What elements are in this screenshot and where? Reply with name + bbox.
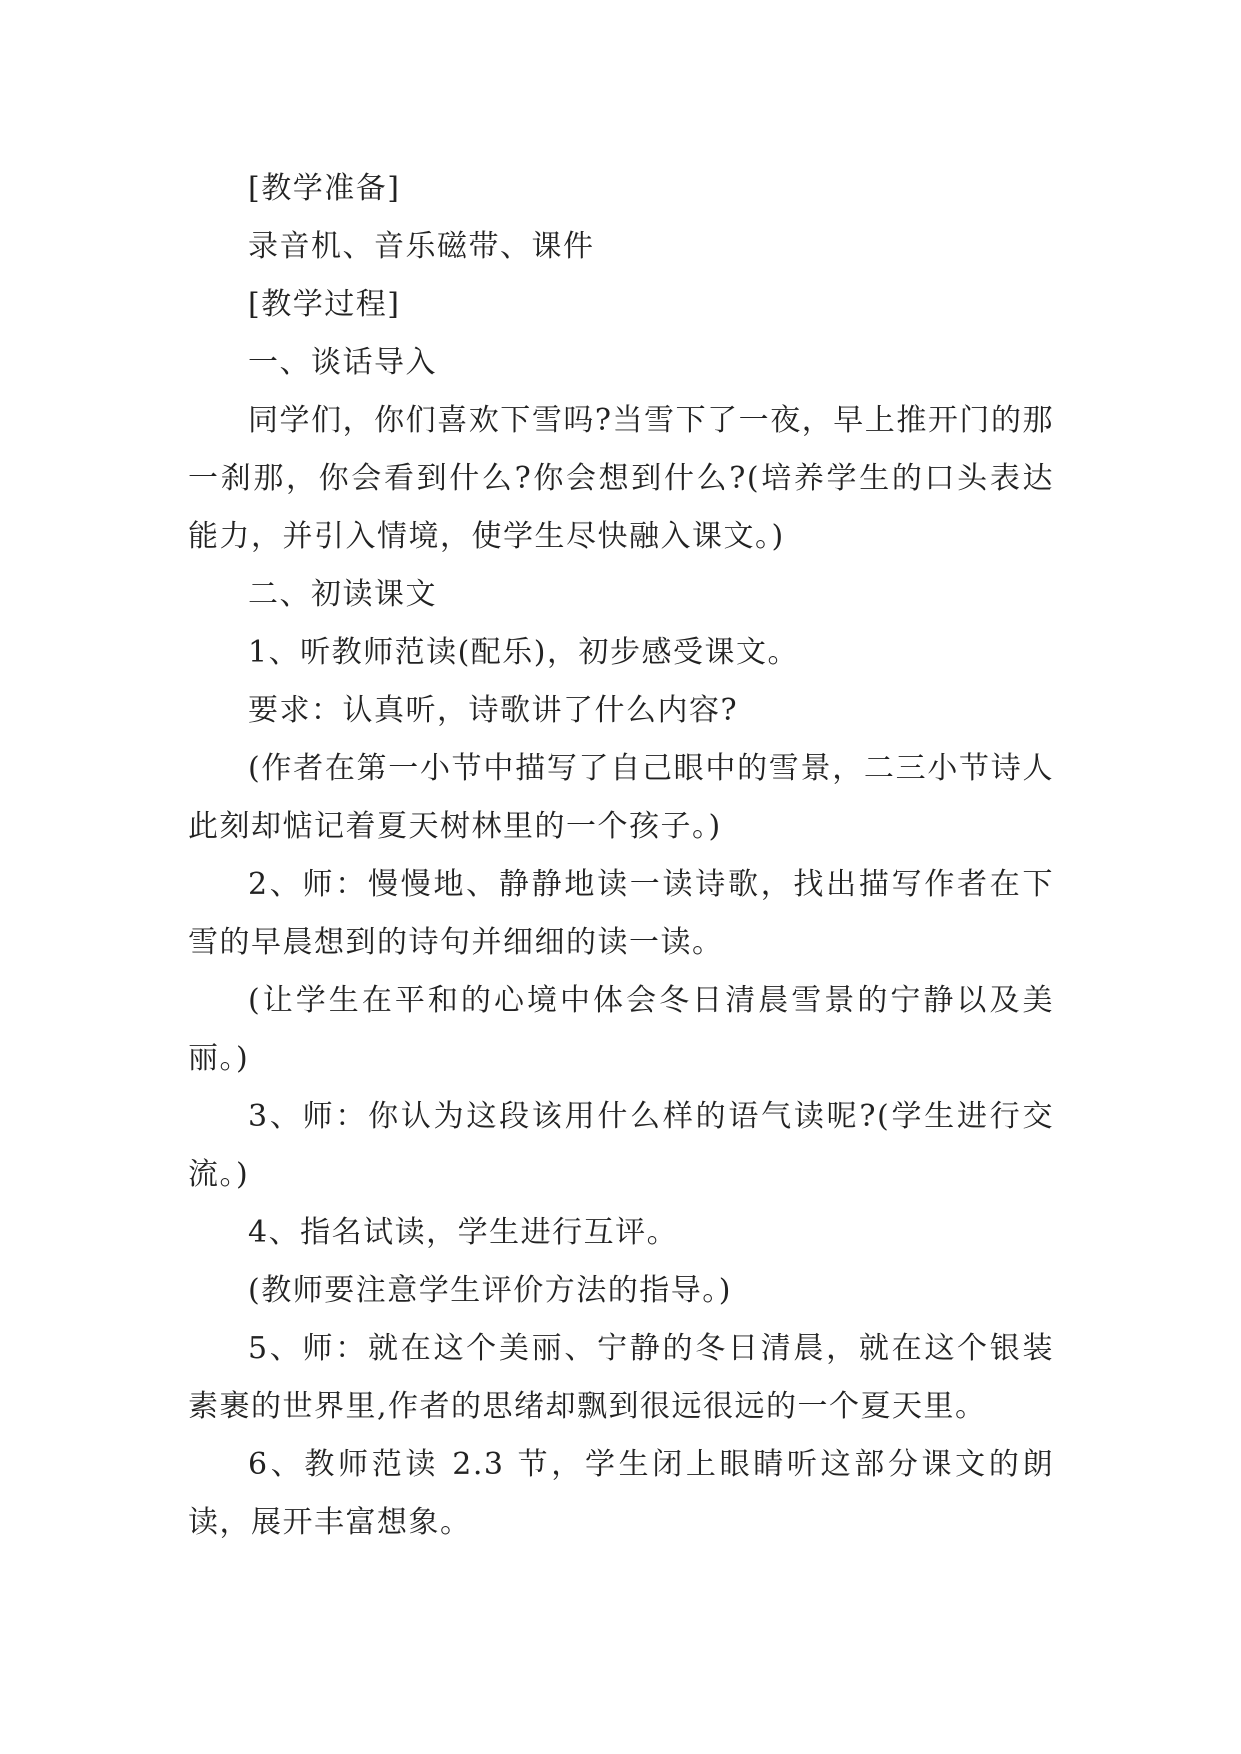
- paragraph-note-3: (教师要注意学生评价方法的指导。): [248, 1273, 732, 1308]
- paragraph-step-1: 1、听教师范读(配乐)，初步感受课文。: [248, 635, 799, 670]
- paragraph-materials: 录音机、音乐磁带、课件: [248, 229, 595, 264]
- paragraph-step-4: 4、指名试读，学生进行互评。: [248, 1215, 679, 1250]
- paragraph-note-1: (作者在第一小节中描写了自己眼中的雪景，二三小节诗人此刻却惦记着夏天树林里的一个孩子。): [188, 751, 1054, 844]
- heading-teaching-process: [教学过程]: [248, 287, 401, 322]
- document-body: [188, 160, 1054, 1552]
- paragraph-requirement: 要求：认真听，诗歌讲了什么内容?: [248, 693, 739, 728]
- paragraph-note-2: (让学生在平和的心境中体会冬日清晨雪景的宁静以及美丽。): [188, 983, 1054, 1076]
- paragraph-step-2: 2、师：慢慢地、静静地读一读诗歌，找出描写作者在下雪的早晨想到的诗句并细细的读一读。: [188, 867, 1054, 960]
- paragraph-step-3: 3、师：你认为这段该用什么样的语气读呢?(学生进行交流。): [188, 1099, 1054, 1192]
- paragraph-intro: 同学们，你们喜欢下雪吗?当雪下了一夜，早上推开门的那一刹那，你会看到什么?你会想到什么?(培养学生的口头表达能力，并引入情境，使学生尽快融入课文。): [188, 403, 1054, 554]
- heading-teaching-preparation: [教学准备]: [248, 171, 401, 206]
- section-heading-first-reading: 二、初读课文: [248, 577, 437, 612]
- section-heading-intro: 一、谈话导入: [248, 345, 437, 380]
- paragraph-step-6: 6、教师范读 2.3 节，学生闭上眼睛听这部分课文的朗读，展开丰富想象。: [188, 1447, 1054, 1540]
- paragraph-step-5: 5、师：就在这个美丽、宁静的冬日清晨，就在这个银装素裹的世界里,作者的思绪却飘到很远很远的一个夏天里。: [188, 1331, 1054, 1424]
